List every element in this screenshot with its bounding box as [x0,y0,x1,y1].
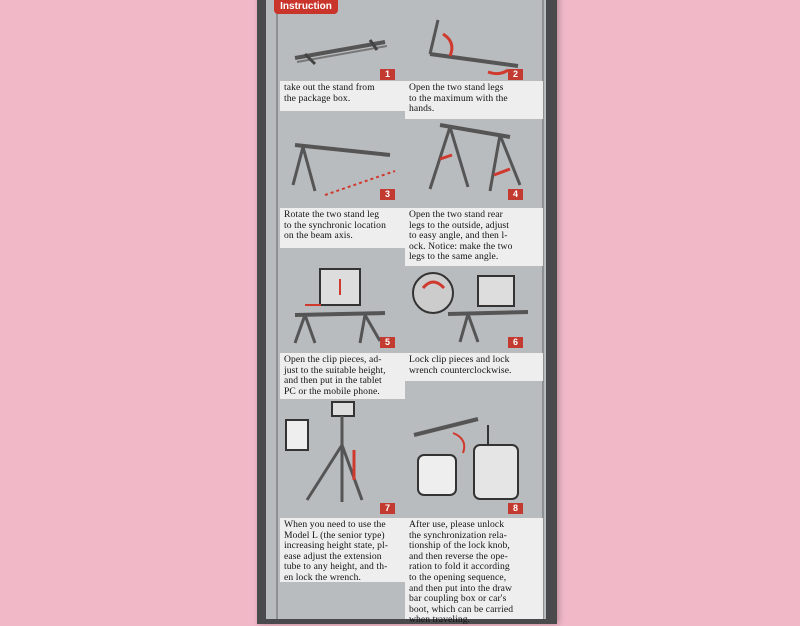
step-5-caption: Open the clip pieces, ad- just to the suitable height, and then put in the tablet PC or the mobile phone. [280,353,405,399]
step-1-caption: take out the stand from the package box. [280,81,405,111]
step-4-number: 4 [508,189,523,200]
step-5-illustration [285,265,403,345]
step-2-caption: Open the two stand legs to the maximum with the hands. [405,81,543,119]
step-3-number: 3 [380,189,395,200]
step-5-number: 5 [380,337,395,348]
step-3-caption: Rotate the two stand leg to the synchronic location on the beam axis. [280,208,405,248]
step-1-number: 1 [380,69,395,80]
step-8-illustration [408,405,533,505]
step-4-illustration [410,115,535,200]
step-7-illustration [282,400,402,505]
instruction-header: Instruction [274,0,338,14]
step-2-number: 2 [508,69,523,80]
step-8-caption: After use, please unlock the synchronization rela- tionship of the lock knob, and then reverse the ope- ration to fold it according to the opening sequence, and then put into the draw bar coupling box or car's boot, which can be carried when traveling. [405,518,543,619]
step-6-illustration [408,268,533,346]
divider-line [276,0,278,619]
step-8-number: 8 [508,503,523,514]
step-6-number: 6 [508,337,523,348]
step-6-caption: Lock clip pieces and lock wrench counterclockwise. [405,353,543,381]
step-7-number: 7 [380,503,395,514]
step-4-caption: Open the two stand rear legs to the outside, adjust to easy angle, and then l- ock. Notice: make the two legs to the same angle. [405,208,543,266]
step-7-caption: When you need to use the Model L (the senior type) increasing height state, pl- ease adjust the extension tube to any height, and th- en lock the wrench. [280,518,405,582]
